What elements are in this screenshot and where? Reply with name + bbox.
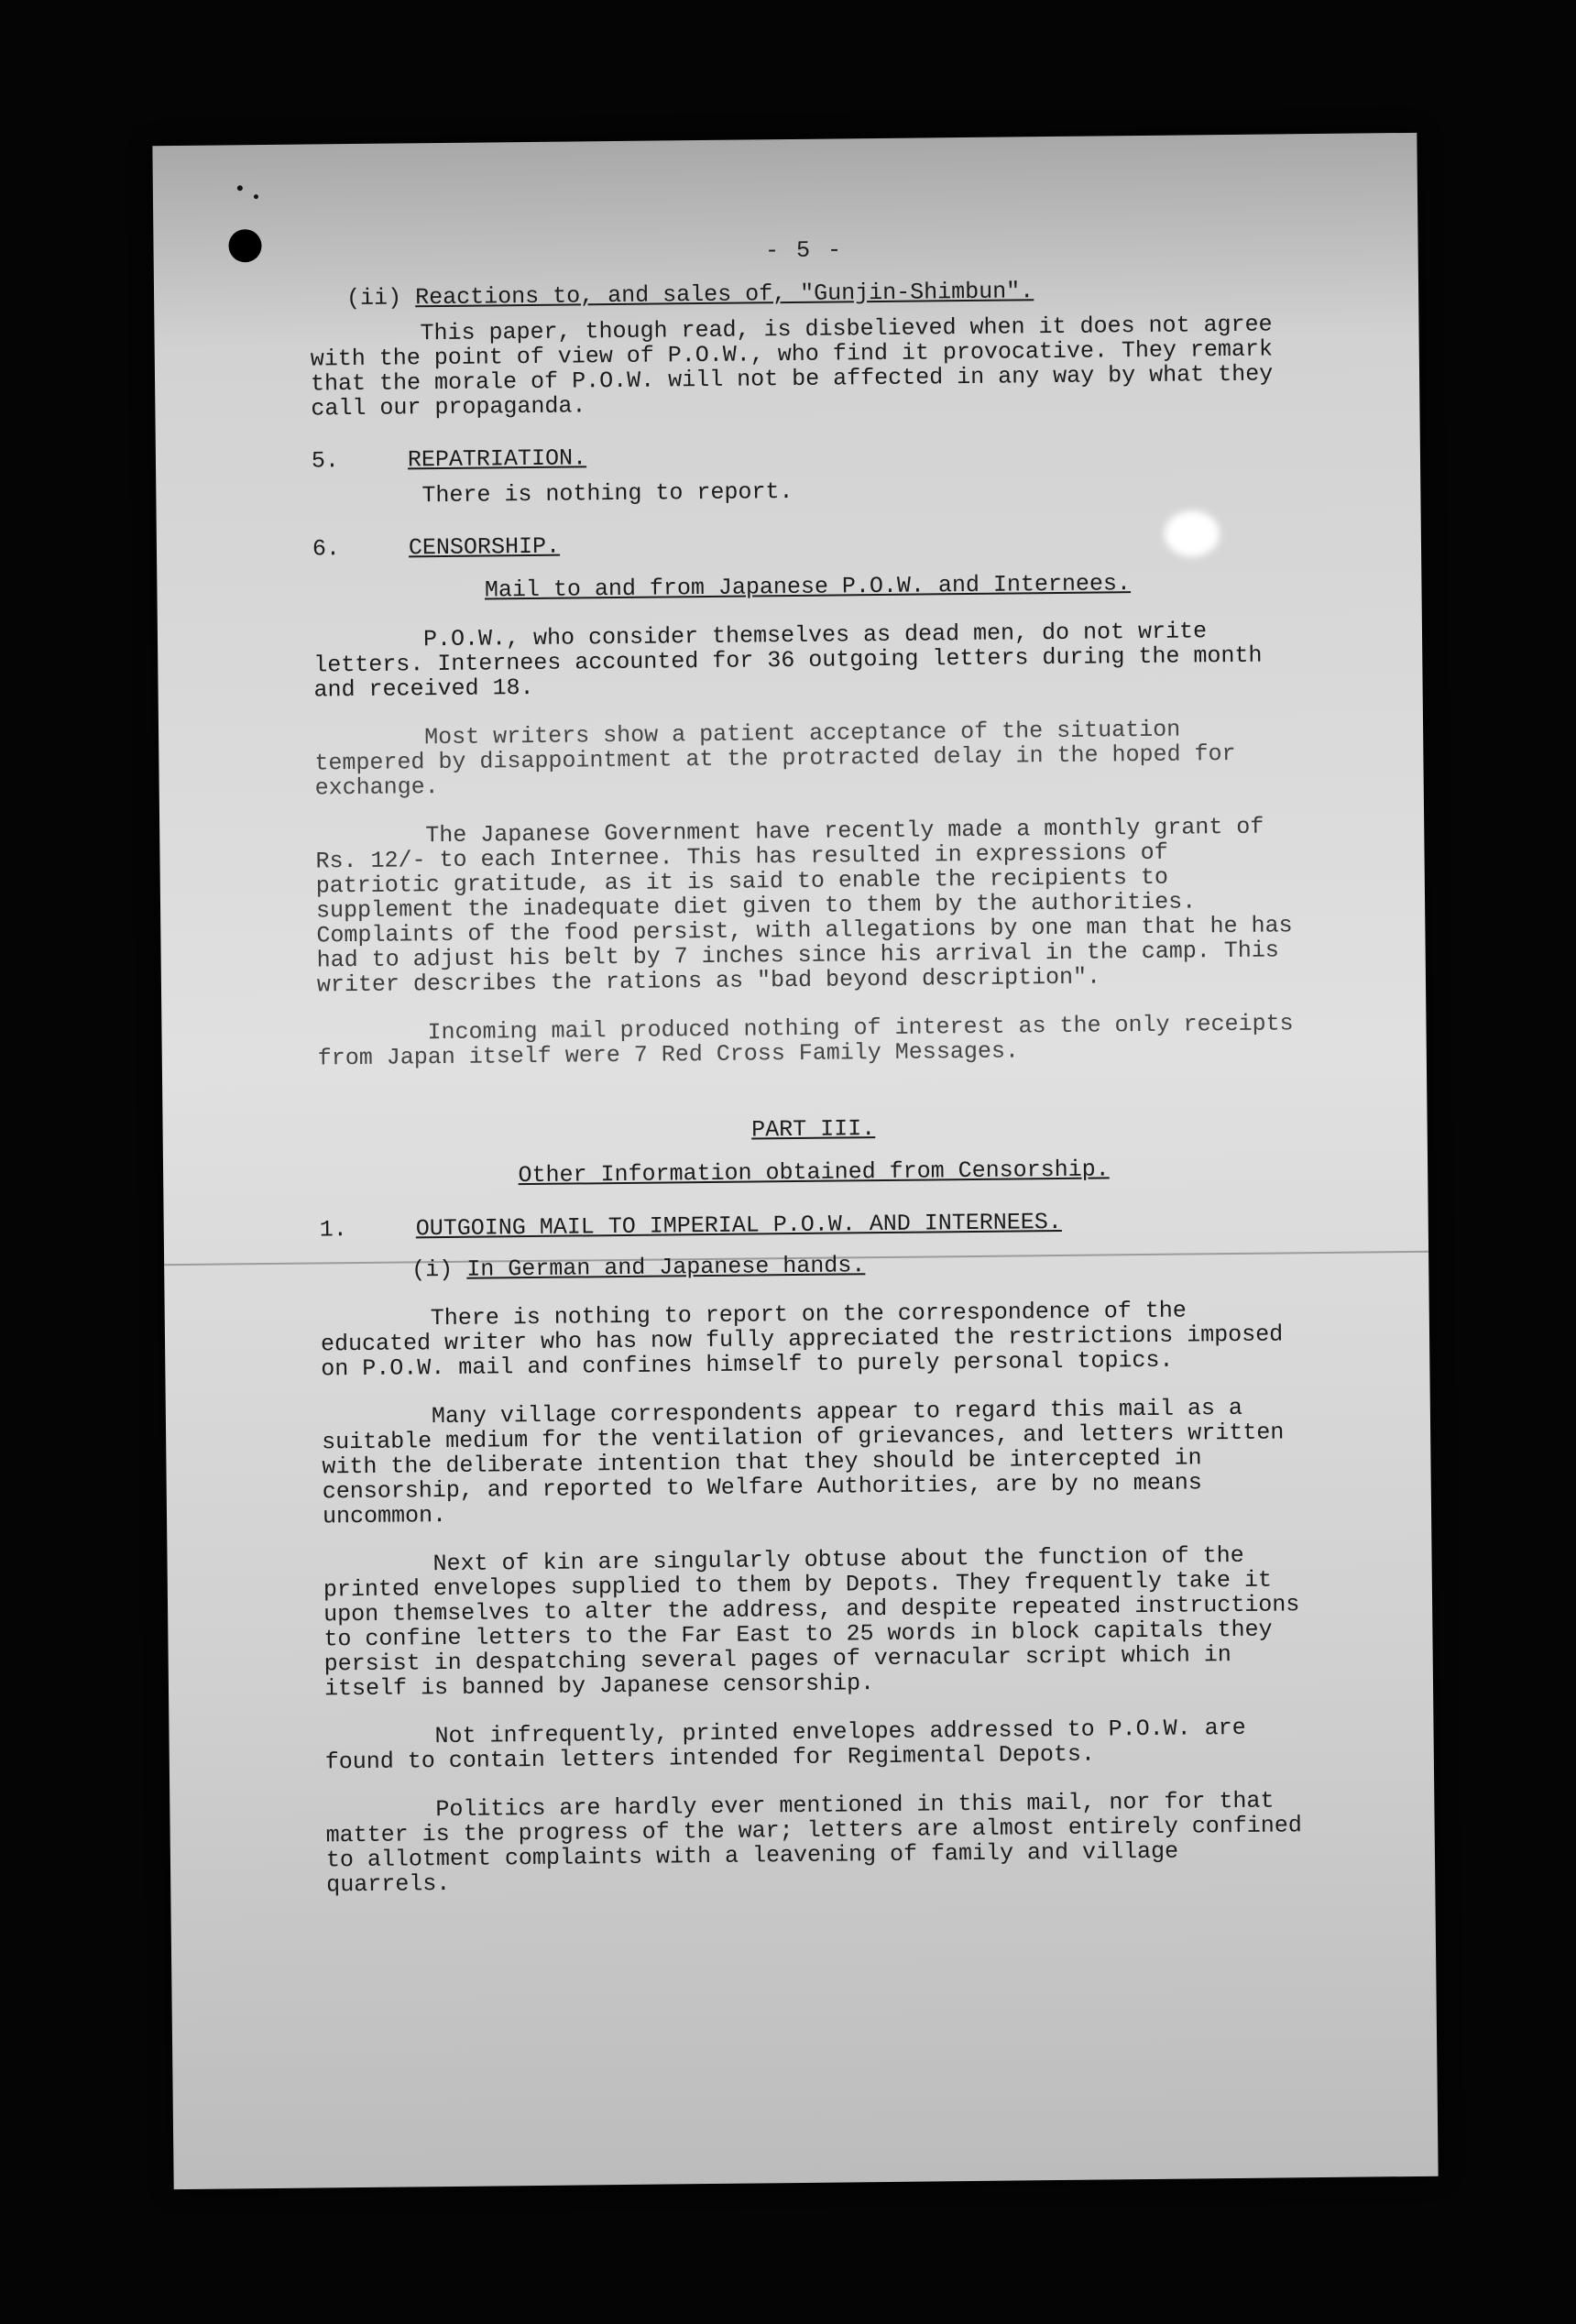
section-number: 1. (319, 1216, 347, 1244)
subsection-number: (ii) (345, 284, 402, 312)
paragraph: P.O.W., who consider themselves as dead men, do not write letters. Internees accounted for 36 outgoing letters during the month and received 18. (313, 618, 1263, 704)
paragraph: Not infrequently, printed envelopes addressed to P.O.W. are found to contain letters intended for Regimental Depots. (324, 1714, 1246, 1776)
section-heading: CENSORSHIP. (408, 532, 561, 562)
paragraph: Next of kin are singularly obtuse about the function of the printed envelopes supplied to them by Depots. They frequently take it upon themselves to alter the address, and despite repeated instructions to confine letters to the Far East to 25 words in block capitals they persist in despatching several pages of vernacular script which in itself is banned by Japanese censorship. (323, 1541, 1300, 1703)
ink-speck (254, 194, 258, 199)
paragraph: Most writers show a patient acceptance of the situation tempered by disappointment at the protracted delay in the hoped for exchange. (314, 716, 1236, 802)
part-heading: PART III. (750, 1115, 876, 1144)
paragraph: Many village correspondents appear to regard this mail as a suitable medium for the ventilation of grievances, and letters written with the deliberate intention that they should be intercepted in censorship, and reported to Welfare Authorities, are by no means uncommon. (322, 1394, 1285, 1530)
paragraph: There is nothing to report on the correspondence of the educated writer who has now fully appreciated the restrictions imposed on P.O.W. mail and confines himself to purely personal topics. (320, 1297, 1284, 1383)
page-number: - 5 - (764, 236, 844, 265)
section-repatriation (312, 438, 1302, 509)
item-number: (i) (411, 1255, 454, 1284)
section-heading: OUTGOING MAIL TO IMPERIAL P.O.W. AND INTERNEES. (415, 1208, 1063, 1243)
section-censorship (312, 526, 1308, 1070)
part-subheading: Other Information obtained from Censorship. (518, 1156, 1110, 1189)
paragraph: Incoming mail produced nothing of interest as the only receipts from Japan itself were 7 Red Cross Family Messages. (317, 1010, 1294, 1072)
paragraph: This paper, though read, is disbelieved when it does not agree with the point of view of P.O.W., who find it provocative. They remark that the morale of P.O.W. will not be affected in any way by what they call our propaganda. (310, 311, 1274, 422)
subsection-reactions (310, 276, 1300, 421)
section-number: 5. (311, 447, 340, 475)
paragraph: The Japanese Government have recently made a monthly grant of Rs. 12/- to each Internee. This has resulted in expressions of patriotic gratitude, as it is said to enable the recipients to supplement the inadequate diet given to them by the authorities. Complaints of the food persist, with allegations by one man that he has had to adjust his belt by 7 inches since his arrival in the camp. This writer describes the rations as "bad beyond description". (315, 813, 1293, 999)
document-sheet (152, 133, 1438, 2189)
document-body (309, 233, 1316, 1897)
part-three (319, 1112, 1317, 1897)
item-heading: In German and Japanese hands. (466, 1252, 866, 1283)
paragraph: Politics are hardly ever mentioned in this mail, nor for that matter is the progress of the war; letters are almost entirely confined to allotment complaints with a leavening of family and village quarrels. (325, 1787, 1302, 1899)
punch-hole (228, 229, 261, 262)
section-subheading: Mail to and from Japanese P.O.W. and Internees. (484, 570, 1132, 604)
section-heading: REPATRIATION. (407, 444, 587, 474)
subsection-heading: Reactions to, and sales of, "Gunjin-Shimbun". (414, 278, 1034, 312)
ink-speck (237, 185, 243, 191)
paragraph: There is nothing to report. (421, 477, 793, 510)
section-number: 6. (312, 535, 341, 563)
